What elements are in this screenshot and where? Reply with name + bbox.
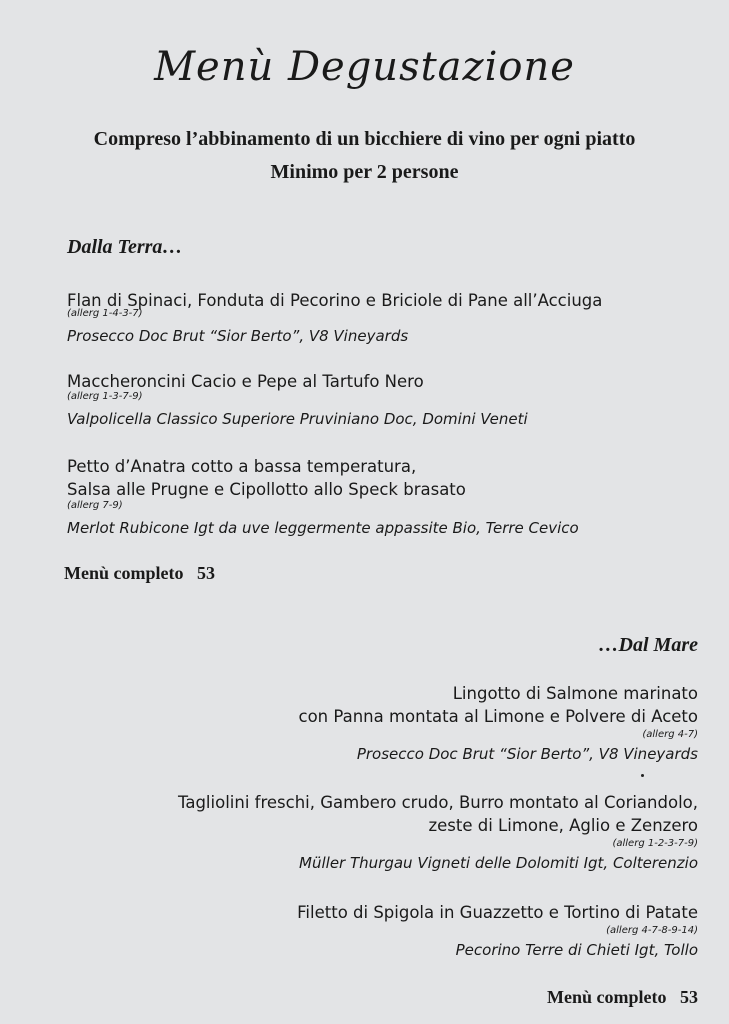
- page-title: Menù Degustazione: [154, 44, 575, 90]
- dish-allergens: (allerg 1-3-7-9): [67, 391, 143, 402]
- wine-pairing: Müller Thurgau Vigneti delle Dolomiti Igt, Colterenzio: [299, 854, 698, 872]
- dish-name-line-2: Salsa alle Prugne e Cipollotto allo Speck brasato: [67, 480, 466, 499]
- wine-pairing: Prosecco Doc Brut “Sior Berto”, V8 Vineyards: [356, 745, 698, 763]
- subtitle-minimum: Minimo per 2 persone: [270, 161, 459, 183]
- dish-allergens: (allerg 1-2-3-7-9): [612, 838, 698, 849]
- dish-allergens: (allerg 4-7): [642, 729, 698, 740]
- dish-allergens: (allerg 7-9): [67, 500, 123, 511]
- wine-pairing: Pecorino Terre di Chieti Igt, Tollo: [455, 941, 698, 959]
- dish-allergens: (allerg 1-4-3-7): [67, 308, 143, 319]
- dish-name: Tagliolini freschi, Gambero crudo, Burro montato al Coriandolo,: [178, 793, 698, 812]
- menu-total-terra: [64, 563, 215, 584]
- dish-name: Filetto di Spigola in Guazzetto e Tortino di Patate: [297, 903, 698, 922]
- dish-name: Maccheroncini Cacio e Pepe al Tartufo Nero: [67, 372, 424, 391]
- dish-name: Flan di Spinaci, Fonduta di Pecorino e Briciole di Pane all’Acciuga: [67, 291, 603, 310]
- dish-allergens: (allerg 4-7-8-9-14): [606, 925, 698, 936]
- subtitle-wine-pairing: Compreso l’abbinamento di un bicchiere di vino per ogni piatto: [93, 128, 636, 150]
- total-label: Menù completo: [547, 987, 667, 1007]
- wine-pairing: Prosecco Doc Brut “Sior Berto”, V8 Vineyards: [67, 327, 409, 345]
- separator-dot: [641, 774, 644, 777]
- total-price: 53: [680, 987, 698, 1007]
- dish-name-line-2: zeste di Limone, Aglio e Zenzero: [428, 816, 698, 835]
- wine-pairing: Merlot Rubicone Igt da uve leggermente appassite Bio, Terre Cevico: [67, 519, 579, 537]
- dish-name-line-2: con Panna montata al Limone e Polvere di Aceto: [298, 707, 698, 726]
- total-label: Menù completo: [64, 563, 184, 583]
- menu-total-mare: [547, 987, 698, 1008]
- dish-name: Lingotto di Salmone marinato: [452, 684, 698, 703]
- total-price: 53: [196, 563, 215, 583]
- wine-pairing: Valpolicella Classico Superiore Pruviniano Doc, Domini Veneti: [67, 410, 528, 428]
- section-heading-mare: …Dal Mare: [598, 634, 698, 656]
- section-heading-terra: Dalla Terra…: [67, 236, 183, 258]
- dish-name: Petto d’Anatra cotto a bassa temperatura,: [67, 457, 417, 476]
